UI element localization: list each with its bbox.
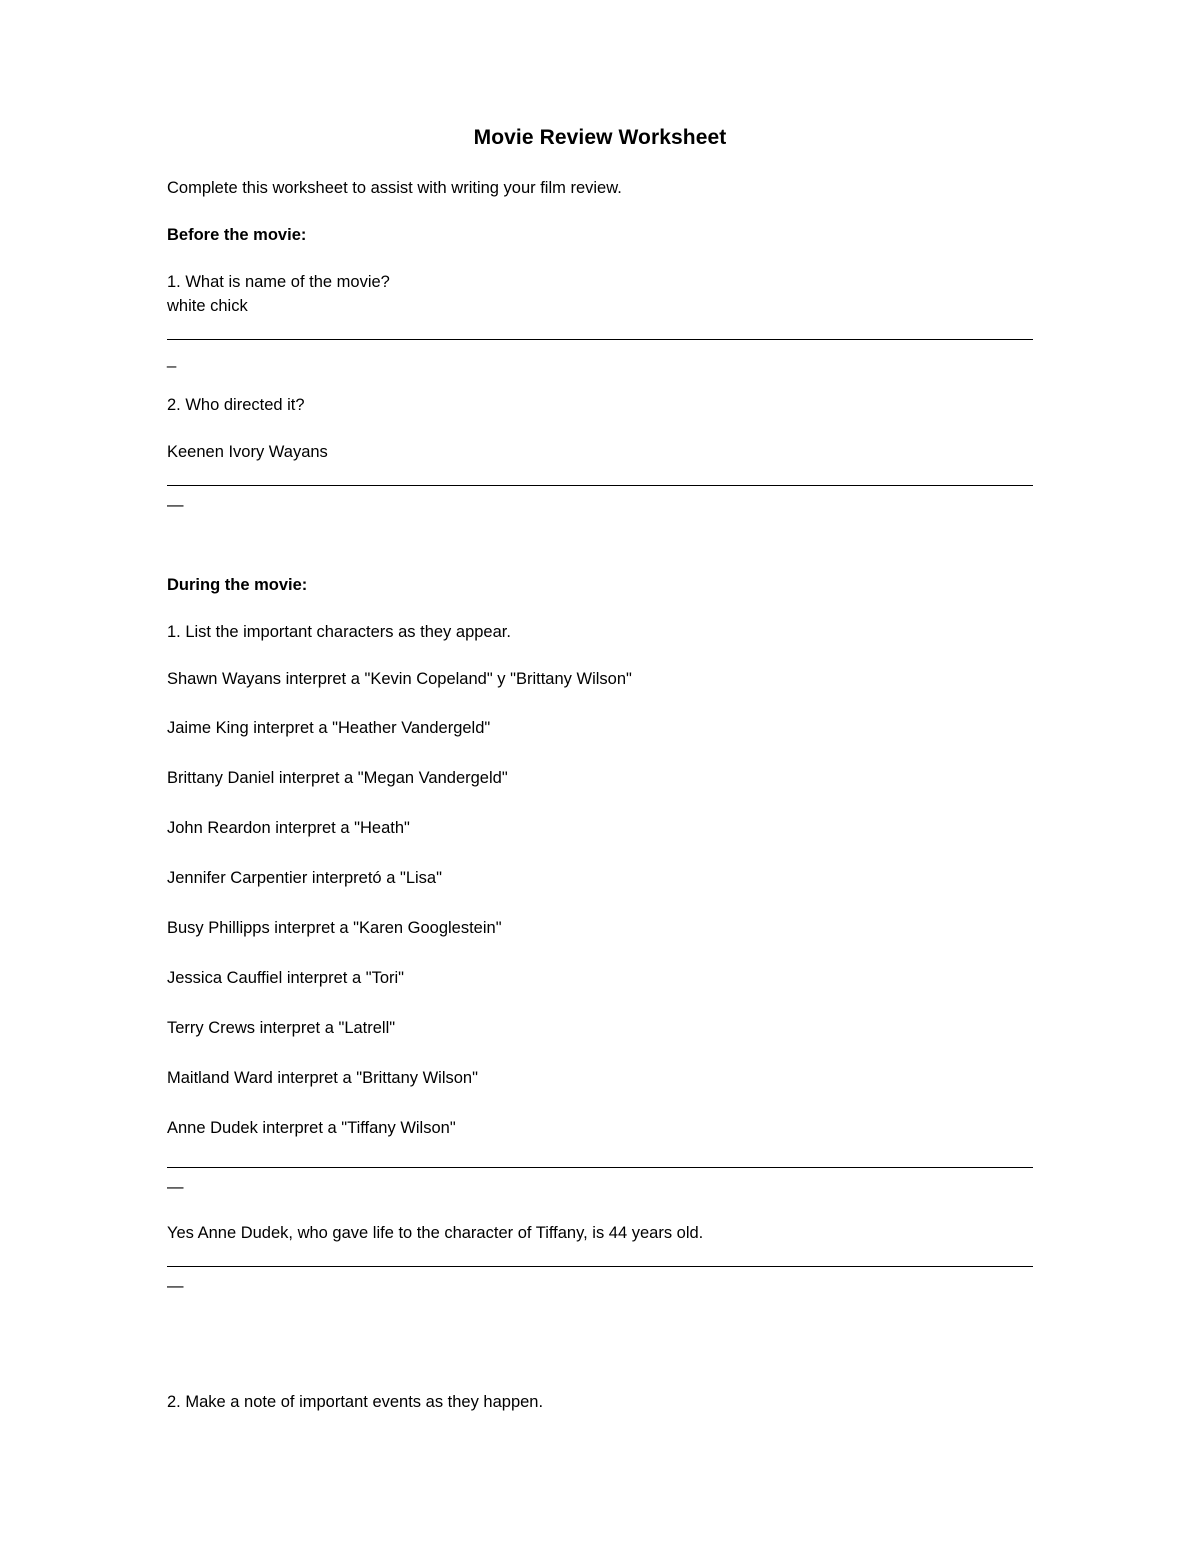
cast-line: Terry Crews interpret a "Latrell" <box>167 1018 396 1037</box>
page-title: Movie Review Worksheet <box>473 126 727 149</box>
trailing-mark-during-1: — <box>167 1177 184 1196</box>
cast-line: Anne Dudek interpret a "Tiffany Wilson" <box>167 1118 456 1137</box>
section-heading-before: Before the movie: <box>167 226 307 245</box>
answer-rule <box>167 339 1033 340</box>
cast-line: Maitland Ward interpret a "Brittany Wilson" <box>167 1068 478 1087</box>
cast-line: Brittany Daniel interpret a "Megan Vandergeld" <box>167 769 508 788</box>
document-body <box>167 124 1033 1414</box>
section-spacer <box>167 540 1033 574</box>
question-prompt-during-2: 2. Make a note of important events as they happen. <box>167 1392 544 1411</box>
question-prompt-during-1: 1. List the important characters as they appear. <box>167 622 511 641</box>
cast-line: Shawn Wayans interpret a "Kevin Copeland" y "Brittany Wilson" <box>167 669 632 688</box>
answer-before-1: white chick <box>167 297 248 316</box>
trailing-mark-before-2: — <box>167 495 184 514</box>
section-heading-during: During the movie: <box>167 575 308 594</box>
followup-answer-during-1: Yes Anne Dudek, who gave life to the character of Tiffany, is 44 years old. <box>167 1223 704 1242</box>
cast-line: Jaime King interpret a "Heather Vandergeld" <box>167 719 491 738</box>
cast-line: Jennifer Carpentier interpretó a "Lisa" <box>167 869 442 888</box>
intro-paragraph: Complete this worksheet to assist with writing your film review. <box>167 179 622 198</box>
question-prompt-before-2: 2. Who directed it? <box>167 395 305 414</box>
answer-before-2: Keenen Ivory Wayans <box>167 442 328 461</box>
cast-line: Jessica Cauffiel interpret a "Tori" <box>167 969 405 988</box>
answer-rule <box>167 485 1033 486</box>
cast-line: John Reardon interpret a "Heath" <box>167 819 410 838</box>
trailing-mark-followup: — <box>167 1276 184 1295</box>
question-prompt-before-1: 1. What is name of the movie? <box>167 273 390 292</box>
answer-rule <box>167 1266 1033 1267</box>
cast-line: Busy Phillipps interpret a "Karen Googlestein" <box>167 919 502 938</box>
answer-rule <box>167 1167 1033 1168</box>
trailing-mark-before-1: _ <box>167 349 177 368</box>
question-spacer <box>167 1321 1033 1391</box>
